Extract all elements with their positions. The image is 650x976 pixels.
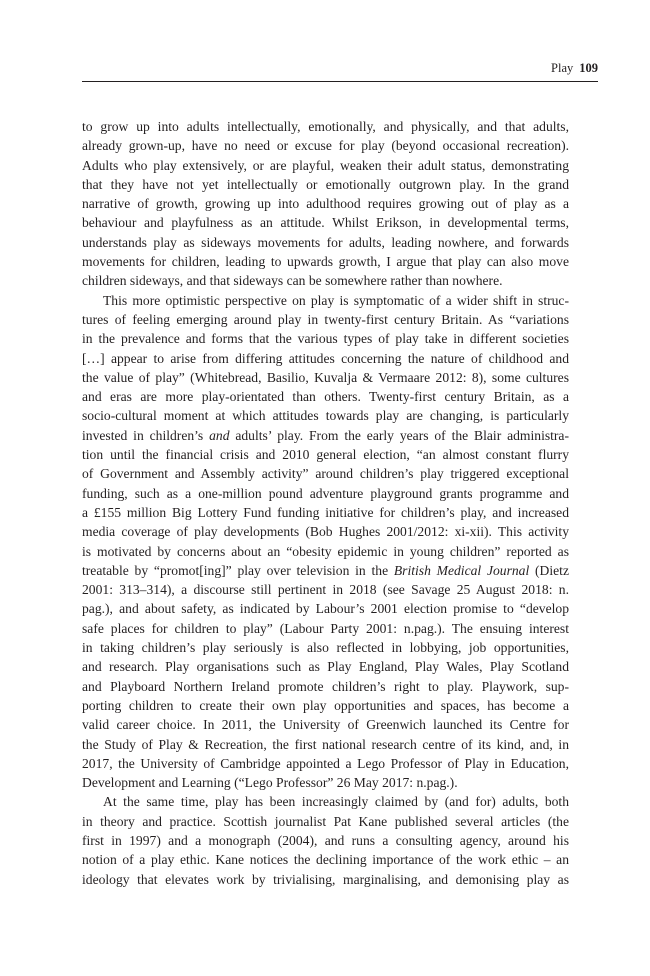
text-line: ideology that elevates work by trivialising, marginalising, and demonising play as xyxy=(82,871,569,887)
running-head xyxy=(82,60,598,76)
text-line: and eras are more play-orientated than others. Twenty-first century Britain, as a xyxy=(82,389,569,405)
text-line: At the same time, play has been increasingly claimed by (and for) adults, both xyxy=(103,794,569,810)
text-line: socio-cultural moment at which attitudes towards play are changing, is particularly xyxy=(82,408,569,424)
text-line: of Government and Assembly activity” around children’s play triggered exceptional xyxy=(82,466,569,482)
text-line: already grown-up, have no need or excuse for play (beyond occasional recreation). xyxy=(82,138,569,154)
body-text xyxy=(82,117,569,889)
text-line: valid career choice. In 2011, the University of Greenwich launched its Centre for xyxy=(82,717,569,733)
text-line: the Study of Play & Recreation, the first national research centre of its kind, and, in xyxy=(82,736,569,752)
text-line: first in 1997) and a monograph (2004), and runs a consulting agency, around his xyxy=(82,832,569,848)
text-line: Adults who play extensively, or are playful, weaken their adult status, demonstrating xyxy=(82,157,569,173)
text-line: funding, such as a one-million pound adventure playground grants programme and xyxy=(82,485,569,501)
text-line: tion until the financial crisis and 2010 general election, “an almost constant flurry xyxy=(82,447,569,463)
text-line: Development and Learning (“Lego Professor” 26 May 2017: n.pag.). xyxy=(82,775,458,791)
text-line: invested in children’s and adults’ play. From the early years of the Blair administra- xyxy=(82,427,569,443)
text-line: treatable by “promot[ing]” play over television in the British Medical Journal (Dietz xyxy=(82,562,569,578)
text-line: and research. Play organisations such as Play England, Play Wales, Play Scotland xyxy=(82,659,569,675)
text-line: a £155 million Big Lottery Fund funding initiative for children’s play, and increased xyxy=(82,504,569,520)
text-line: to grow up into adults intellectually, emotionally, and physically, and that adults, xyxy=(82,119,569,134)
text-line: children sideways, and that sideways can be somewhere rather than nowhere. xyxy=(82,273,503,289)
text-line: 2017, the University of Cambridge appointed a Lego Professor of Play in Education, xyxy=(82,755,569,771)
header-rule xyxy=(82,81,598,82)
running-title: Play xyxy=(551,61,574,75)
text-line: […] appear to arise from differing attitudes concerning the nature of childhood and xyxy=(82,350,569,366)
text-line: in the prevalence and forms that the various types of play take in different societies xyxy=(82,331,569,347)
text-line: understands play as sideways movements for adults, leading nowhere, and forwards xyxy=(82,234,569,250)
text-line: that they have not yet intellectually or emotionally outgrown play. In the grand xyxy=(82,176,569,192)
text-line: tures of feeling emerging around play in twenty-first century Britain. As “variations xyxy=(82,311,569,327)
text-line: pag.), and about safety, as indicated by Labour’s 2001 election promise to “develop xyxy=(82,601,569,617)
text-line: in taking children’s play seriously is also reflected in lobbying, job opportunities, xyxy=(82,640,569,656)
text-line: narrative of growth, growing up into adulthood requires growing out of play as a xyxy=(82,196,569,212)
text-line: is motivated by concerns about an “obesity epidemic in young children” reported as xyxy=(82,543,569,559)
text-line: safe places for children to play” (Labour Party 2001: n.pag.). The ensuing interest xyxy=(82,620,569,636)
text-line: 2001: 313–314), a discourse still pertinent in 2018 (see Savage 25 August 2018: n. xyxy=(82,582,569,598)
text-line: behaviour and playfulness as an attitude. Whilst Erikson, in developmental terms, xyxy=(82,215,569,231)
text-line: porting children to create their own play opportunities and spaces, has become a xyxy=(82,697,569,713)
text-line: movements for children, leading to upwards growth, I argue that play can also move xyxy=(82,254,569,270)
text-line: media coverage of play developments (Bob Hughes 2001/2012: xi-xii). This activity xyxy=(82,524,569,540)
text-line: the value of play” (Whitebread, Basilio, Kuvalja & Vermaare 2012: 8), some cultures xyxy=(82,369,569,385)
text-line: This more optimistic perspective on play is symptomatic of a wider shift in struc- xyxy=(103,292,569,308)
text-line: and Playboard Northern Ireland promote children’s right to play. Playwork, sup- xyxy=(82,678,569,694)
text-line: in theory and practice. Scottish journalist Pat Kane published several articles (the xyxy=(82,813,569,829)
page-number: 109 xyxy=(579,61,598,75)
text-line: notion of a play ethic. Kane notices the declining importance of the work ethic – an xyxy=(82,852,569,868)
